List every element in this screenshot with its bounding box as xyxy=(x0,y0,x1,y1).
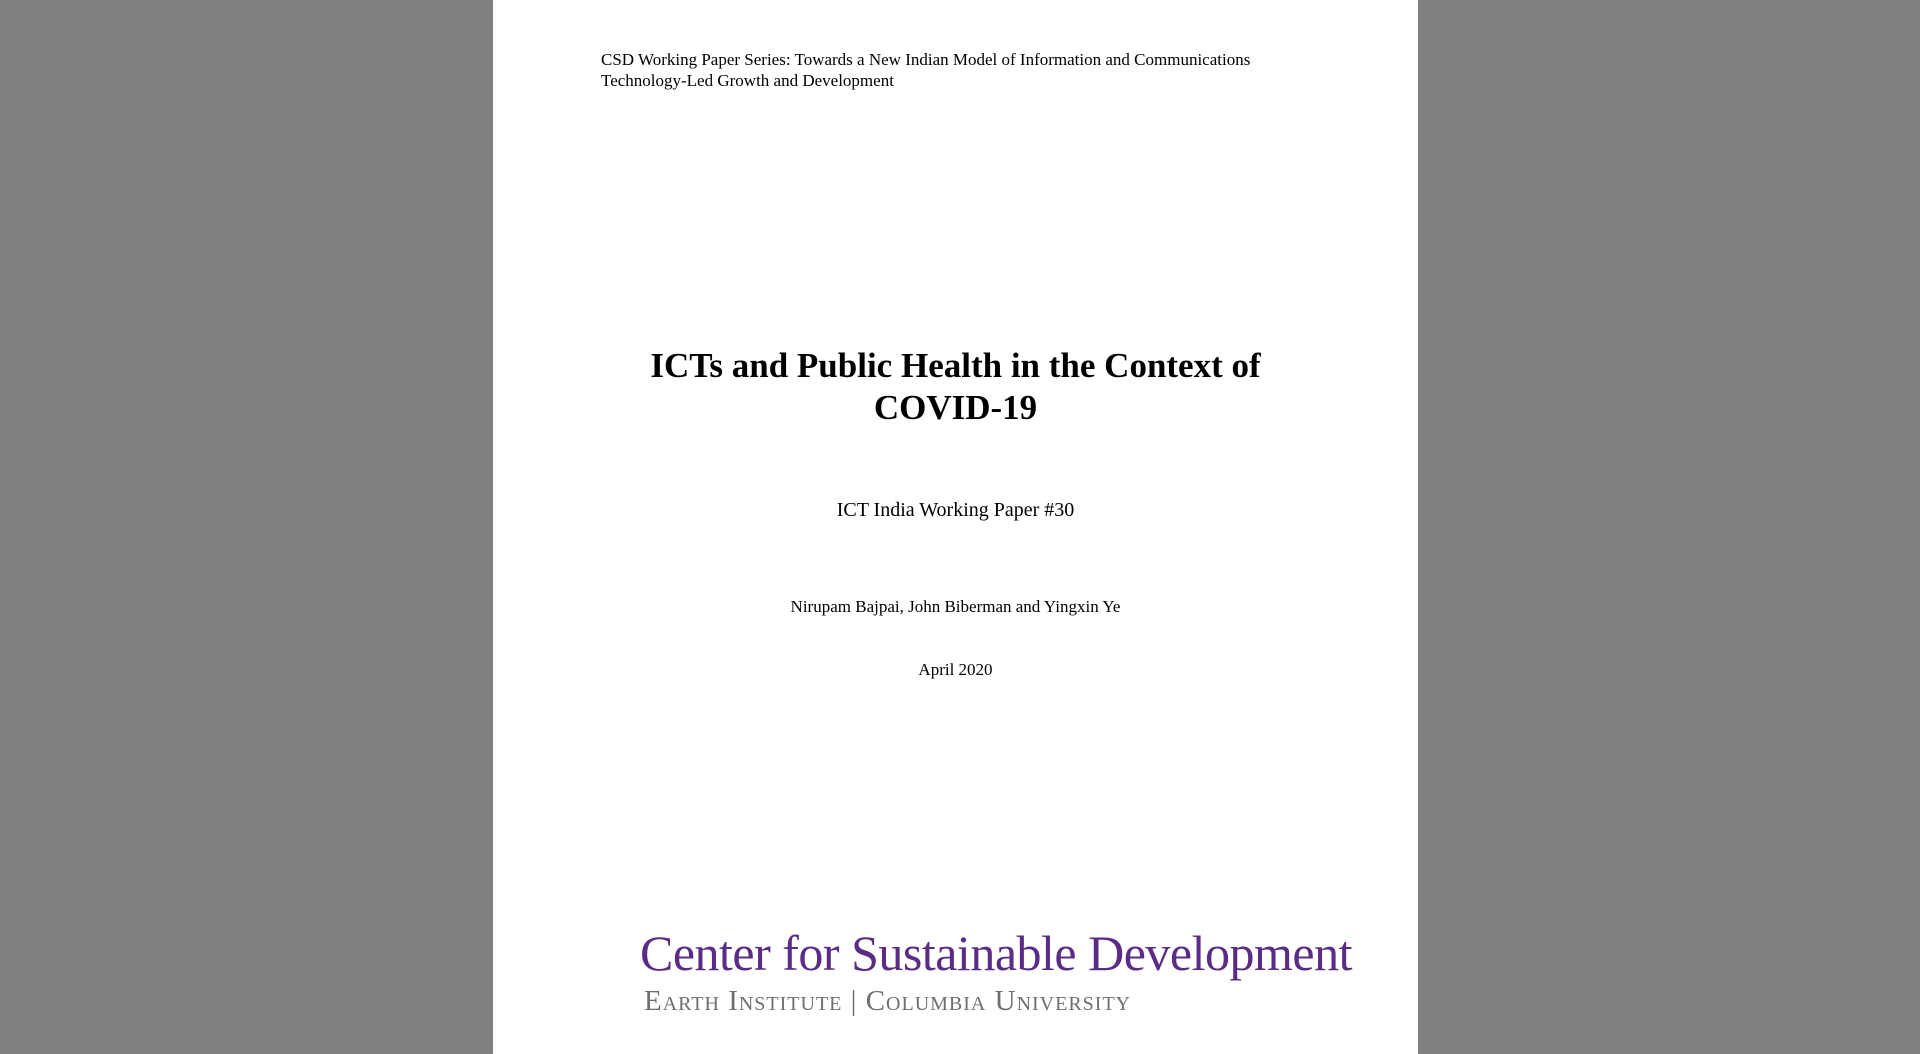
paper-title-line-1: ICTs and Public Health in the Context of xyxy=(650,346,1261,385)
paper-number: ICT India Working Paper #30 xyxy=(836,499,1075,521)
series-header xyxy=(601,49,1321,91)
paper-title xyxy=(493,345,1418,429)
paper-title-line-2: COVID-19 xyxy=(873,388,1038,427)
csd-logo xyxy=(640,925,1352,1017)
document-page xyxy=(493,0,1418,1054)
logo-sub-text: Earth Institute | Columbia University xyxy=(644,985,1132,1017)
logo-main-text: Center for Sustainable Development xyxy=(640,925,1352,981)
series-header-line-1: CSD Working Paper Series: Towards a New Indian Model of Information and Communications xyxy=(601,50,1251,69)
series-header-line-2: Technology-Led Growth and Development xyxy=(601,71,894,90)
paper-date: April 2020 xyxy=(918,660,993,679)
paper-authors: Nirupam Bajpai, John Biberman and Yingxin Ye xyxy=(790,597,1121,616)
